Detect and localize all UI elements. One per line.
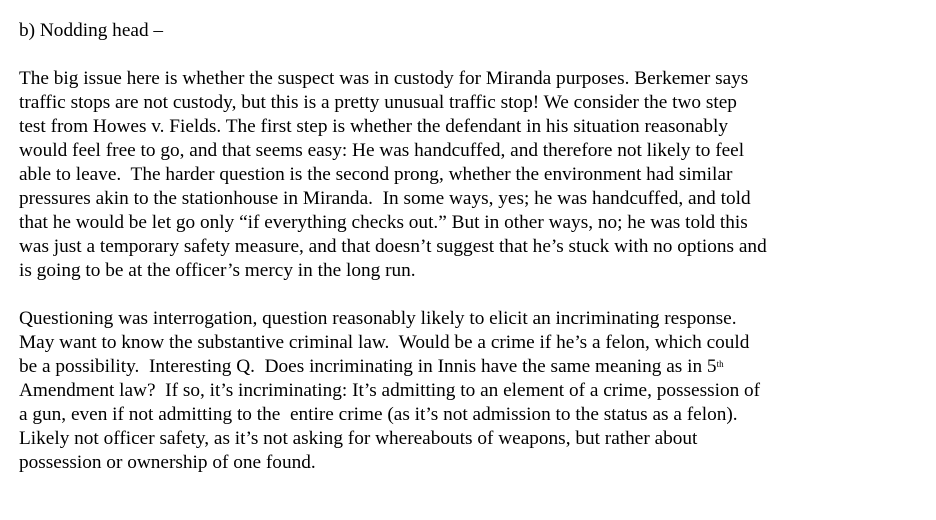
ordinal-superscript: th <box>716 359 724 369</box>
section-heading: b) Nodding head – <box>19 20 164 41</box>
text-line: May want to know the substantive criminal law. Would be a crime if he’s a felon, which could <box>19 332 750 353</box>
custody-paragraph <box>19 67 929 283</box>
text-line: was just a temporary safety measure, and that doesn’t suggest that he’s stuck with no options and <box>19 236 767 257</box>
text-line: possession or ownership of one found. <box>19 452 316 473</box>
line-text: be a possibility. Interesting Q. Does incriminating in Innis have the same meaning as in 5 <box>19 356 717 377</box>
paragraph-gap <box>19 283 929 307</box>
text-line: test from Howes v. Fields. The first step is whether the defendant in his situation reasonably <box>19 116 728 137</box>
text-line: able to leave. The harder question is the second prong, whether the environment had similar <box>19 164 733 185</box>
text-line: would feel free to go, and that seems easy: He was handcuffed, and therefore not likely to feel <box>19 140 745 161</box>
document-page <box>19 19 929 475</box>
text-line: is going to be at the officer’s mercy in the long run. <box>19 260 416 281</box>
interrogation-paragraph <box>19 307 929 475</box>
text-line: Questioning was interrogation, question reasonably likely to elicit an incriminating response. <box>19 308 737 329</box>
text-line: Amendment law? If so, it’s incriminating: It’s admitting to an element of a crime, possession of <box>19 380 761 401</box>
text-line: that he would be let go only “if everything checks out.” But in other ways, no; he was told this <box>19 212 748 233</box>
text-line: Likely not officer safety, as it’s not asking for whereabouts of weapons, but rather about <box>19 428 698 449</box>
text-line: The big issue here is whether the suspect was in custody for Miranda purposes. Berkemer says <box>19 68 749 89</box>
text-line: pressures akin to the stationhouse in Miranda. In some ways, yes; he was handcuffed, and told <box>19 188 751 209</box>
text-line: traffic stops are not custody, but this is a pretty unusual traffic stop! We consider the two step <box>19 92 737 113</box>
paragraph-gap <box>19 43 929 67</box>
text-line-with-ordinal <box>19 355 929 379</box>
text-line: a gun, even if not admitting to the entire crime (as it’s not admission to the status as a felon). <box>19 404 738 425</box>
